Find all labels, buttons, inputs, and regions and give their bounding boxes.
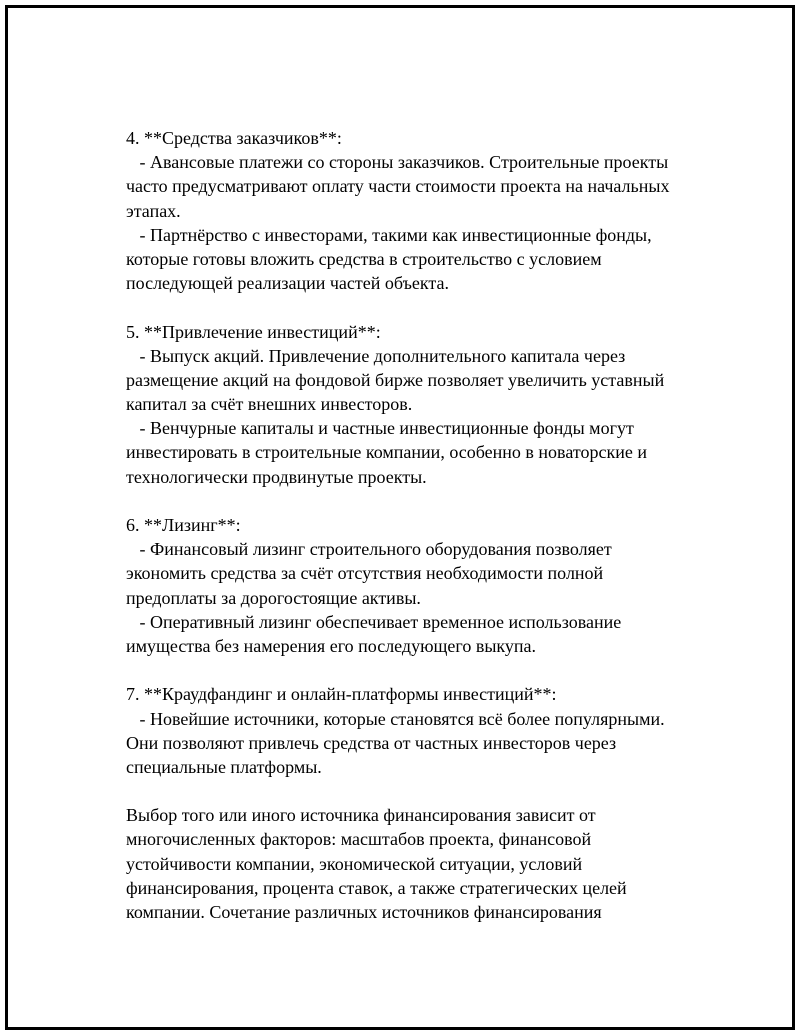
text-line: - Венчурные капиталы и частные инвестиционные фонды могут bbox=[126, 418, 634, 439]
section-heading: 6. **Лизинг**: bbox=[126, 515, 241, 535]
text-line: - Финансовый лизинг строительного оборудования позволяет bbox=[126, 539, 612, 560]
paragraph-gap bbox=[126, 295, 726, 319]
text-line: - Выпуск акций. Привлечение дополнительного капитала через bbox=[126, 345, 626, 366]
text-line: инвестировать в строительные компании, особенно в новаторские и bbox=[126, 442, 647, 463]
text-line: предоплаты за дорогостоящие активы. bbox=[126, 587, 421, 608]
text-line: финансирования, процента ставок, а также стратегических целей bbox=[126, 877, 627, 898]
section-heading: 4. **Средства заказчиков**: bbox=[126, 128, 342, 148]
section-crowdfunding bbox=[126, 682, 726, 779]
paragraph-gap bbox=[126, 779, 726, 803]
text-line: устойчивости компании, экономической ситуации, условий bbox=[126, 853, 583, 874]
section-heading: 7. **Краудфандинг и онлайн-платформы инвестиций**: bbox=[126, 684, 557, 705]
text-line: специальные платформы. bbox=[126, 756, 322, 777]
text-line: технологически продвинутые проекты. bbox=[126, 466, 427, 487]
conclusion-paragraph bbox=[126, 803, 726, 924]
text-line: имущества без намерения его последующего выкупа. bbox=[126, 635, 537, 656]
text-line: часто предусматривают оплату части стоимости проекта на начальных bbox=[126, 176, 670, 197]
section-investments bbox=[126, 320, 726, 489]
text-line: многочисленных факторов: масштабов проекта, финансовой bbox=[126, 829, 592, 850]
text-line: экономить средства за счёт отсутствия необходимости полной bbox=[126, 563, 604, 584]
text-line: этапах. bbox=[126, 200, 181, 221]
text-line: - Авансовые платежи со стороны заказчиков. Строительные проекты bbox=[126, 152, 669, 173]
text-line: - Оперативный лизинг обеспечивает временное использование bbox=[126, 611, 622, 632]
text-line: размещение акций на фондовой бирже позволяет увеличить уставный bbox=[126, 369, 665, 390]
text-line: Они позволяют привлечь средства от частных инвесторов через bbox=[126, 732, 617, 753]
text-line: - Партнёрство с инвесторами, такими как инвестиционные фонды, bbox=[126, 224, 652, 245]
paragraph-gap bbox=[126, 658, 726, 682]
paragraph-gap bbox=[126, 489, 726, 513]
text-line: компании. Сочетание различных источников финансирования bbox=[126, 902, 602, 922]
text-line: - Новейшие источники, которые становятся всё более популярными. bbox=[126, 708, 665, 729]
page-frame bbox=[5, 5, 795, 1030]
document-body bbox=[126, 126, 726, 924]
section-own-funds-customers bbox=[126, 126, 726, 295]
text-line: Выбор того или иного источника финансирования зависит от bbox=[126, 805, 596, 826]
section-leasing bbox=[126, 513, 726, 658]
text-line: последующей реализации частей объекта. bbox=[126, 273, 449, 294]
text-line: капитал за счёт внешних инвесторов. bbox=[126, 394, 413, 415]
text-line: которые готовы вложить средства в строительство с условием bbox=[126, 248, 602, 269]
section-heading: 5. **Привлечение инвестиций**: bbox=[126, 321, 381, 342]
